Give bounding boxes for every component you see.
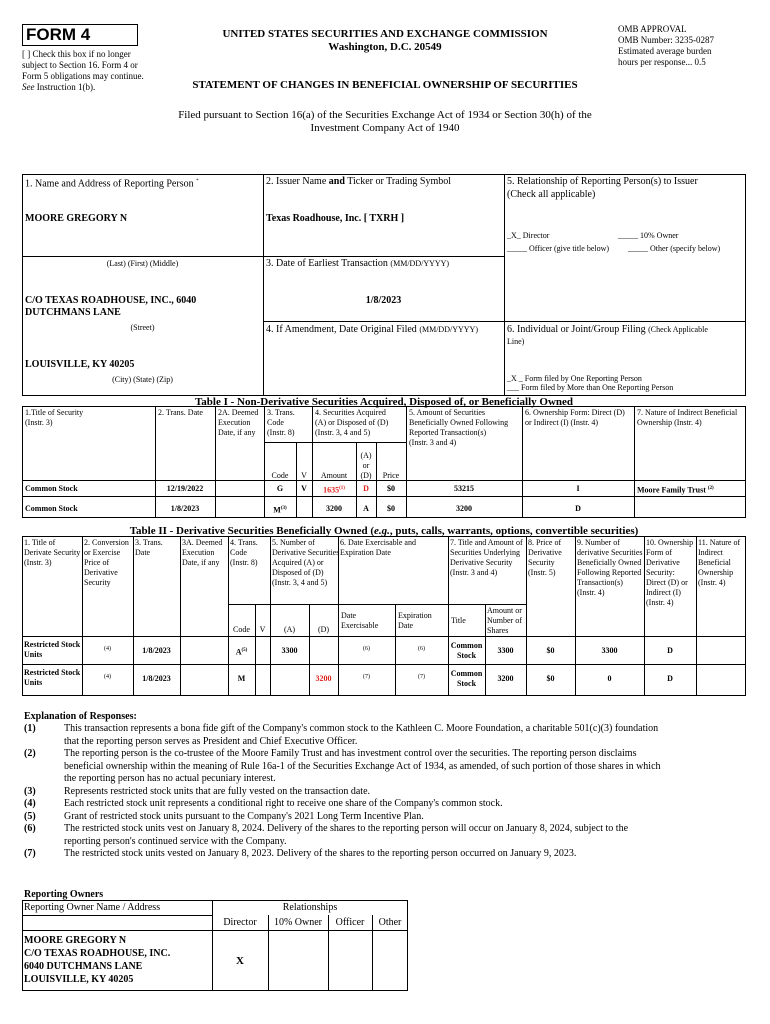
box4-label	[266, 324, 478, 336]
t1-r1-owned: 53215	[454, 484, 474, 493]
divider	[22, 664, 746, 665]
table2-title: Table II - Derivative Securities Beneficially Owned (e.g., puts, calls, warrants, options, convertible securities)	[129, 525, 639, 537]
relationship-other[interactable]: _____ Other (specify below)	[628, 244, 721, 253]
box3-label	[266, 258, 449, 270]
t2-h1	[24, 538, 80, 568]
footnote-7	[24, 848, 744, 861]
t1-r2-ad: A	[363, 504, 369, 513]
t1-r1-code: G	[276, 484, 284, 493]
divider	[406, 406, 407, 518]
box3-label-small: (MM/DD/YYYY)	[390, 259, 450, 268]
agency-location: Washington, D.C. 20549	[328, 41, 442, 53]
footnote-line: This transaction represents a bona fide gift of the Company's common stock to the Kathleen C. Moore Foundation, a charitable 501(c)(3) foundation	[64, 723, 659, 734]
footnote-2	[24, 748, 744, 786]
t2-h6-0: 6. Date Exercisable and	[340, 538, 416, 547]
owner-line: 6040 DUTCHMANS LANE	[24, 961, 143, 972]
t1-sub-v: V	[301, 471, 307, 480]
t2-r1-utitle-1: Stock	[456, 651, 477, 660]
t2-sub-code: Code	[233, 625, 250, 634]
t2-h4-0: 4. Trans.	[230, 538, 258, 547]
t1-h2a-3: Date, if any	[218, 428, 256, 437]
box4-label-small: (MM/DD/YYYY)	[419, 325, 478, 334]
t1-r2-code	[264, 504, 296, 516]
t1-h3-2: Code	[267, 418, 284, 427]
t2-h3a	[182, 538, 222, 568]
t2-r1-form: D	[667, 646, 673, 655]
street-caption: (Street)	[130, 323, 155, 332]
owners-col-name: Reporting Owner Name / Address	[24, 902, 161, 913]
divider	[180, 536, 181, 696]
t2-r1-title	[24, 640, 80, 660]
divider	[133, 536, 134, 696]
t2-sub-exercisable	[341, 611, 378, 631]
issuer-name[interactable]: Texas Roadhouse, Inc. [ TXRH ]	[266, 213, 405, 224]
box1-label	[25, 176, 199, 190]
owners-heading: Reporting Owners	[24, 889, 104, 900]
t2-sub-expiration-1: Date	[398, 621, 414, 630]
footnote-num: (5)	[24, 810, 36, 822]
t1-h7-2: Ownership (Instr. 4)	[637, 418, 702, 427]
t2-h2-3: Derivative	[84, 568, 118, 577]
t2-h9-0: 9. Number of	[577, 538, 620, 547]
divider	[696, 536, 697, 696]
form-title: FORM 4	[26, 25, 91, 44]
t2-h2-4: Security	[84, 578, 111, 587]
divider	[504, 174, 505, 396]
t2-h11-4: (Instr. 4)	[698, 578, 726, 587]
t1-sub-ad1: (A)	[360, 451, 372, 460]
footnote-line: The restricted stock units vest on January 8, 2024. Delivery of the shares to the reporting person will occur on January 8, 2024, subject to the	[64, 823, 629, 834]
owners-col-other: Other	[378, 917, 402, 928]
owners-col-officer: Officer	[335, 917, 365, 928]
footnote-num: (6)	[24, 823, 36, 834]
t2-r2-conv[interactable]: (4)	[104, 674, 111, 680]
t2-h9-5: (Instr. 4)	[577, 588, 605, 597]
divider	[264, 406, 265, 518]
box6-label	[507, 324, 743, 348]
t2-sub-v: V	[259, 625, 266, 634]
t1-h6-2: or Indirect (I) (Instr. 4)	[525, 418, 599, 427]
box1-label-mark: *	[196, 179, 199, 184]
owner-line: LOUISVILLE, KY 40205	[24, 974, 134, 985]
t1-h5-3: Reported Transaction(s)	[409, 428, 487, 437]
t1-h7	[637, 408, 745, 428]
t2-h8-1: Derivative	[528, 548, 562, 557]
footnote-line: reporting person's continued service with the Company.	[64, 835, 287, 847]
footnote-4	[24, 798, 744, 811]
t2-h3a-1: Execution	[182, 548, 215, 557]
t1-sub-ad	[356, 451, 376, 481]
t1-r1-title: Common Stock	[25, 484, 78, 493]
divider	[338, 604, 448, 605]
t1-h6-1: 6. Ownership Form: Direct (D)	[525, 408, 625, 417]
t2-h6	[340, 538, 416, 558]
t1-r1-ad: D	[363, 484, 369, 493]
t1-r1-nature-val: Moore Family Trust	[637, 485, 706, 495]
t2-h11-0: 11. Nature of	[698, 538, 741, 547]
divider	[526, 536, 527, 696]
box6-label-text: 6. Individual or Joint/Group Filing	[507, 324, 646, 335]
box6-label-small1: (Check Applicable	[648, 325, 708, 334]
t2-h11-2: Beneficial	[698, 558, 731, 567]
t2-r2-code: M	[237, 674, 246, 683]
box2-label	[266, 176, 451, 188]
divider	[644, 536, 645, 696]
divider	[22, 636, 746, 637]
t2-sub-amount-1: Number of	[487, 616, 522, 625]
divider	[22, 256, 263, 257]
t1-h2a-2: Execution	[218, 418, 251, 427]
divider	[270, 536, 271, 696]
t1-r1-date: 12/19/2022	[166, 484, 204, 493]
t2-h7	[450, 538, 523, 578]
t1-h1	[25, 408, 83, 428]
explanation-list	[24, 723, 744, 861]
t2-h7-0: 7. Title and Amount of	[450, 538, 523, 547]
footnote-line: The restricted stock units vested on January 8, 2023. Delivery of the shares to the reporting person occurred on January 9, 2023.	[64, 848, 577, 859]
t1-r1-amount	[312, 484, 356, 496]
footnote-6	[24, 823, 744, 848]
t1-r2-code-note[interactable]: (3)	[280, 506, 287, 511]
city-caption: (City) (State) (Zip)	[112, 375, 173, 384]
t2-r2-title-0: Restricted Stock	[24, 668, 81, 677]
t2-h8-3: (Instr. 5)	[528, 568, 556, 577]
t2-h3-0: 3. Trans.	[135, 538, 163, 547]
t2-h2-1: or Exercise	[84, 548, 121, 557]
reporting-person-name[interactable]: MOORE GREGORY N	[25, 213, 128, 224]
t1-sub-price: Price	[382, 471, 400, 480]
footnote-num: (3)	[24, 785, 36, 797]
t2-sub-a: (A)	[283, 625, 296, 634]
t2-sub-d: (D)	[317, 625, 330, 634]
box3-label-text: 3. Date of Earliest Transaction	[266, 258, 388, 269]
t2-r1-code-note[interactable]: (5)	[241, 648, 248, 653]
footnote-num: (4)	[24, 798, 36, 809]
owners-col-rel: Relationships	[282, 902, 338, 913]
owners-col-ten: 10% Owner	[273, 917, 323, 928]
t2-r2-uamount: 3200	[497, 674, 514, 683]
filing-more-persons[interactable]: ___ Form filed by More than One Reporting Person	[507, 383, 674, 392]
box2-label-pre: 2. Issuer Name	[266, 176, 327, 187]
filing-one-person[interactable]: _X _ Form filed by One Reporting Person	[507, 374, 642, 383]
footnote-line: Represents restricted stock units that are fully vested on the transaction date.	[64, 785, 371, 797]
t2-h11-1: Indirect	[698, 548, 723, 557]
owner-line: C/O TEXAS ROADHOUSE, INC.	[24, 948, 171, 959]
t2-r1-utitle-0: Common	[450, 641, 483, 650]
relationship-director[interactable]: _X_ Director	[507, 231, 550, 240]
divider	[22, 915, 212, 916]
divider	[263, 321, 746, 322]
t1-r1-nature-note[interactable]: (2)	[707, 486, 714, 491]
t2-h5	[272, 538, 339, 588]
city-state-zip[interactable]: LOUISVILLE, KY 40205	[25, 359, 135, 370]
t2-h4	[230, 538, 258, 568]
t2-h10-2: Derivative	[646, 558, 680, 567]
t2-h3-1: Date	[135, 548, 151, 557]
t2-sub-expiration	[398, 611, 432, 631]
t2-h8	[528, 538, 562, 578]
t2-h2	[84, 538, 129, 588]
t2-h9-3: Following Reported	[577, 568, 642, 577]
t1-h2: 2. Trans. Date	[158, 408, 203, 417]
owner-director-mark: X	[236, 955, 244, 967]
t1-r1-nature	[637, 484, 714, 496]
t2-r1-uamount: 3300	[497, 646, 514, 655]
divider	[155, 406, 156, 518]
t2-r1-owned: 3300	[601, 646, 618, 655]
owner-line: MOORE GREGORY N	[24, 935, 127, 946]
filed-pursuant-line1: Filed pursuant to Section 16(a) of the Securities Exchange Act of 1934 or Section 30(h) of the	[178, 109, 592, 121]
t2-sub-amount-2: Shares	[487, 626, 509, 635]
t1-r2-owned: 3200	[456, 504, 472, 513]
t2-h7-3: (Instr. 3 and 4)	[450, 568, 498, 577]
t2-h10	[646, 538, 693, 608]
t1-r1-price: $0	[387, 484, 395, 493]
t2-sub-expiration-0: Expiration	[398, 611, 432, 620]
footnote-line: that the reporting person serves as President and Chief Executive Officer.	[64, 735, 358, 747]
divider	[263, 256, 504, 257]
t1-h3-1: 3. Trans.	[267, 408, 295, 417]
t1-r2-form: D	[575, 504, 581, 513]
t2-h2-0: 2. Conversion	[84, 538, 129, 547]
checkbox-note-text: [ ] Check this box if no longer subject to Section 16. Form 4 or Form 5 obligations may continue.	[22, 49, 144, 81]
t2-h10-5: Indirect (I)	[646, 588, 681, 597]
t2-h2-2: Price of	[84, 558, 110, 567]
footnote-num: (7)	[24, 848, 36, 859]
table1-title: Table I - Non-Derivative Securities Acquired, Disposed of, or Beneficially Owned	[194, 396, 574, 408]
t2-r2-d: 3200	[315, 674, 332, 683]
t2-r1-conv[interactable]: (4)	[104, 646, 111, 652]
divider	[255, 604, 256, 696]
t1-r2-title: Common Stock	[25, 504, 78, 513]
t1-h3-3: (Instr. 8)	[267, 428, 295, 437]
name-caption: (Last) (First) (Middle)	[106, 259, 179, 268]
t1-h2a-1: 2A. Deemed	[218, 408, 259, 417]
divider	[228, 604, 338, 605]
t1-h5	[409, 408, 508, 448]
t2-h5-0: 5. Number of	[272, 538, 315, 547]
t2-r1-price: $0	[546, 646, 555, 655]
t2-h10-0: 10. Ownership	[646, 538, 694, 547]
earliest-transaction-date[interactable]: 1/8/2023	[365, 295, 402, 306]
t2-r1-a: 3300	[281, 646, 298, 655]
explanation-heading: Explanation of Responses:	[24, 711, 137, 722]
t1-h2a	[218, 408, 258, 438]
t2-h3a-0: 3A. Deemed	[182, 538, 223, 547]
t2-h10-1: Form of	[646, 548, 672, 557]
t2-r2-title-1: Units	[24, 678, 43, 687]
t2-h9	[577, 538, 643, 598]
filed-pursuant-line2: Investment Company Act of 1940	[310, 122, 460, 134]
t2-h4-1: Code	[230, 548, 247, 557]
t2-r2-exp[interactable]: (7)	[418, 674, 425, 680]
divider	[82, 536, 83, 696]
t2-r1-exer[interactable]: (6)	[363, 646, 370, 652]
t2-r1-utitle	[448, 641, 485, 661]
instruction-ref: Instruction 1(b).	[36, 82, 96, 92]
box2-label-post: Ticker or Trading Symbol	[347, 176, 452, 187]
t2-h10-6: (Instr. 4)	[646, 598, 674, 607]
t2-h9-4: Transaction(s)	[577, 578, 623, 587]
t2-h1-2: (Instr. 3)	[24, 558, 52, 567]
divider	[263, 174, 264, 396]
t1-h1-sub: (Instr. 3)	[25, 418, 53, 427]
t1-h7-1: 7. Nature of Indirect Beneficial	[637, 408, 738, 417]
t2-r2-exer[interactable]: (7)	[363, 674, 370, 680]
t2-h9-2: Beneficially Owned	[577, 558, 642, 567]
t2-h3	[135, 538, 163, 558]
t1-h5-4: (Instr. 3 and 4)	[409, 438, 457, 447]
box5-label1: 5. Relationship of Reporting Person(s) to Issuer	[507, 176, 698, 187]
t2-h7-1: Securities Underlying	[450, 548, 520, 557]
divider	[575, 536, 576, 696]
t1-h3	[267, 408, 295, 438]
divider	[448, 604, 526, 605]
agency-name: UNITED STATES SECURITIES AND EXCHANGE COMMISSION	[222, 28, 548, 40]
t1-h4	[315, 408, 388, 438]
t2-h9-1: derivative Securities	[577, 548, 643, 557]
box1-label-text: 1. Name and Address of Reporting Person	[25, 178, 194, 190]
box5-label2: (Check all applicable)	[507, 189, 596, 200]
omb-approval: OMB APPROVAL	[618, 24, 687, 34]
relationship-ten-pct[interactable]: _____ 10% Owner	[618, 231, 679, 240]
t2-r1-title-0: Restricted Stock	[24, 640, 81, 649]
t2-h5-1: Derivative Securities	[272, 548, 340, 557]
t1-r2-amount: 3200	[326, 504, 342, 513]
box2-label-and: and	[328, 176, 345, 187]
footnote-line: The reporting person is the co-trustee of the Moore Family Trust and has investment control over the securities. The reporting person disclaims	[64, 748, 637, 759]
t2-h10-3: Security:	[646, 568, 675, 577]
t1-r2-price: $0	[387, 504, 395, 513]
divider	[228, 536, 229, 696]
t1-sub-amount: Amount	[320, 471, 348, 480]
t1-r1-form: I	[576, 484, 580, 493]
checkbox-note[interactable]	[22, 49, 150, 93]
t2-r1-date: 1/8/2023	[142, 646, 171, 655]
street-line2[interactable]: DUTCHMANS LANE	[25, 307, 121, 318]
t2-h10-4: Direct (D) or	[646, 578, 688, 587]
t2-r2-utitle	[448, 669, 485, 689]
t1-r1-v: V	[301, 484, 307, 493]
statement-title: STATEMENT OF CHANGES IN BENEFICIAL OWNERSHIP OF SECURITIES	[192, 79, 578, 91]
t2-h3a-2: Date, if any	[182, 558, 220, 567]
t1-r2-code-val: M	[273, 505, 281, 515]
t1-r2-date: 1/8/2023	[170, 504, 200, 513]
omb-number: OMB Number: 3235-0287	[618, 35, 714, 45]
t2-h1-1: Derivate Security	[24, 548, 81, 557]
footnote-1	[24, 723, 744, 748]
omb-hours: hours per response... 0.5	[618, 57, 706, 67]
divider	[264, 442, 406, 443]
t1-h6	[525, 408, 625, 428]
t2-h5-4: (Instr. 3, 4 and 5)	[272, 578, 328, 587]
t2-r1-code-val: A	[235, 647, 242, 657]
footnote-3	[24, 786, 744, 799]
box6-label-small2: Line)	[507, 337, 525, 346]
t1-h4-1: 4. Securities Acquired	[315, 408, 386, 417]
t2-r2-date: 1/8/2023	[142, 674, 171, 683]
t2-h8-2: Security	[528, 558, 555, 567]
t2-sub-title: Title	[451, 616, 466, 625]
t2-h6-1: Expiration Date	[340, 548, 391, 557]
t1-h5-1: 5. Amount of Securities	[409, 408, 485, 417]
t2-r2-form: D	[667, 674, 673, 683]
divider	[215, 406, 216, 518]
t2-h8-0: 8. Price of	[528, 538, 562, 547]
divider	[312, 406, 313, 518]
footnote-line: the reporting person has no actual pecuniary interest.	[64, 773, 276, 784]
divider	[22, 496, 746, 497]
t1-sub-ad2: or	[362, 461, 370, 470]
t1-sub-ad3: (D)	[360, 471, 372, 480]
footnote-line: Grant of restricted stock units pursuant to the Company's 2021 Long Term Incentive Plan.	[64, 810, 424, 822]
t2-r2-title	[24, 668, 80, 688]
t1-h5-2: Beneficially Owned Following	[409, 418, 509, 427]
t1-h4-3: (Instr. 3, 4 and 5)	[315, 428, 371, 437]
t2-sub-exercisable-0: Date	[341, 611, 357, 620]
t1-sub-code: Code	[271, 471, 289, 480]
t2-sub-amount-0: Amount or	[487, 606, 522, 615]
divider	[522, 406, 523, 518]
t2-h5-3: Disposed of (D)	[272, 568, 324, 577]
divider	[634, 406, 635, 518]
owner-address	[24, 934, 170, 986]
t2-r1-code	[228, 646, 255, 658]
footnote-num: (2)	[24, 748, 36, 759]
footnote-line: beneficial ownership within the meaning of Rule 16a-1 of the Securities Exchange Act of 1934, as amended, of such portion of those shares in which	[64, 760, 661, 772]
footnote-line: Each restricted stock unit represents a conditional right to receive one share of the Company's common stock.	[64, 798, 503, 809]
t2-r2-utitle-1: Stock	[456, 679, 477, 688]
street-line1[interactable]: C/O TEXAS ROADHOUSE, INC., 6040	[25, 295, 197, 306]
t2-h11-3: Ownership	[698, 568, 734, 577]
divider	[22, 930, 408, 931]
t2-h1-0: 1. Title of	[24, 538, 56, 547]
t2-h5-2: Acquired (A) or	[272, 558, 324, 567]
omb-burden: Estimated average burden	[618, 46, 712, 56]
t2-h7-2: Derivative Security	[450, 558, 513, 567]
t2-r2-utitle-0: Common	[450, 669, 483, 678]
t1-h1-text: 1.Title of Security	[25, 408, 84, 417]
t2-sub-exercisable-1: Exercisable	[341, 621, 379, 630]
t2-r2-owned: 0	[607, 674, 612, 683]
owners-col-director: Director	[223, 917, 257, 928]
t2-r1-exp[interactable]: (6)	[418, 646, 425, 652]
see-word: See	[22, 82, 35, 92]
omb-block	[618, 24, 758, 68]
t2-r2-price: $0	[546, 674, 555, 683]
t2-h4-2: (Instr. 8)	[230, 558, 258, 567]
t1-r1-amount-note[interactable]: (1)	[339, 486, 345, 491]
t2-r1-title-1: Units	[24, 650, 43, 659]
relationship-officer[interactable]: _____ Officer (give title below)	[507, 244, 610, 253]
t1-r1-amount-val: 1635	[323, 485, 340, 495]
footnote-5	[24, 811, 744, 824]
box4-label-text: 4. If Amendment, Date Original Filed	[266, 324, 417, 335]
t2-sub-amount	[487, 606, 522, 636]
t1-h4-2: (A) or Disposed of (D)	[315, 418, 389, 427]
t2-h11	[698, 538, 740, 588]
footnote-num: (1)	[24, 723, 36, 734]
